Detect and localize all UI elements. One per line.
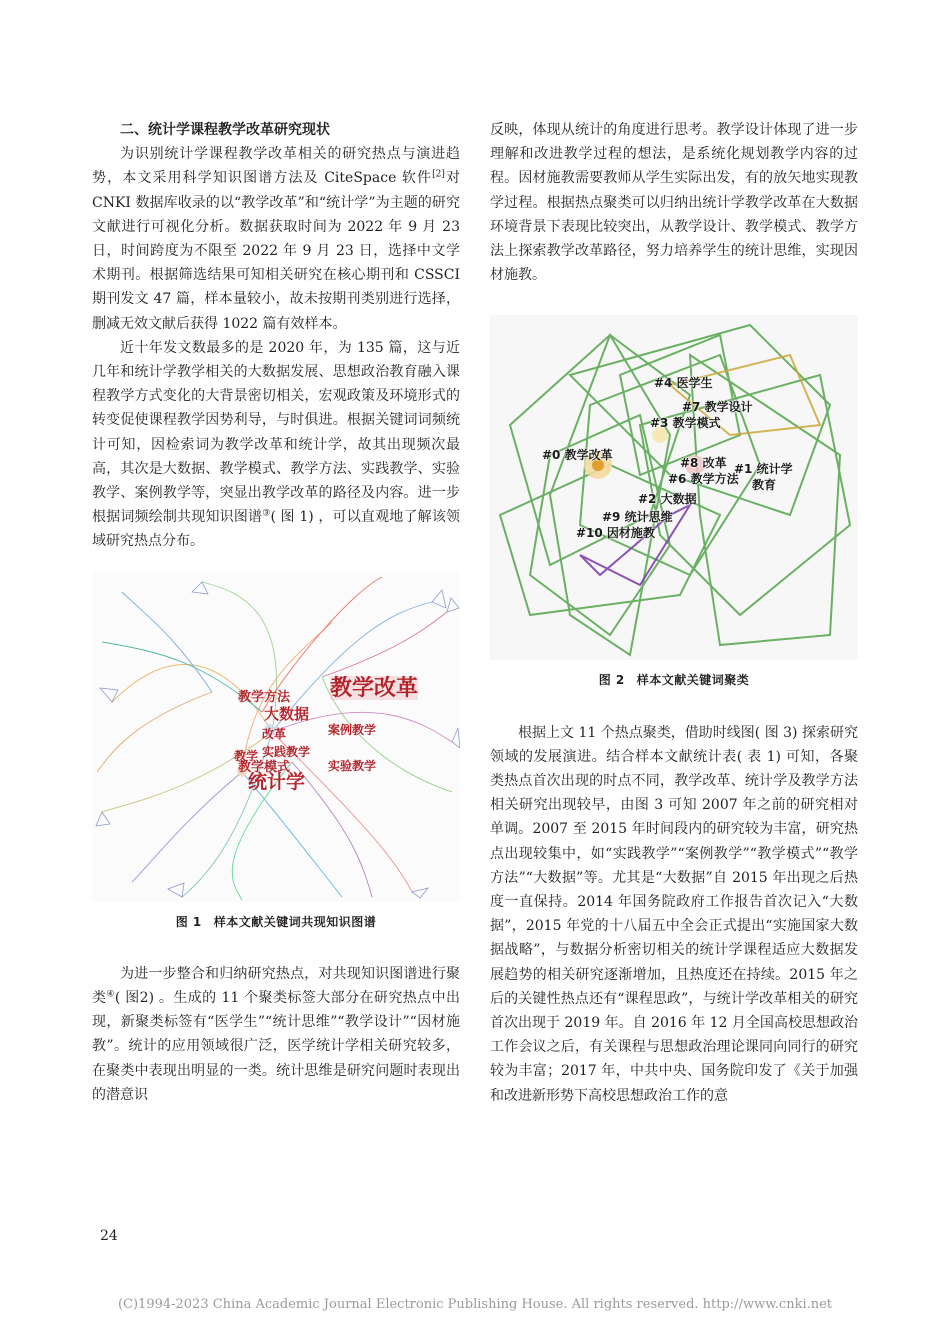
cluster-label: #1 统计学	[734, 462, 793, 477]
cluster-label: #3 教学模式	[650, 416, 721, 431]
copyright-footer: (C)1994-2023 China Academic Journal Electronic Publishing House. All rights reserved. http://www.cnki.net	[117, 1297, 833, 1312]
citation-ref[interactable]: [2]	[432, 169, 445, 180]
keyword-label: 案例教学	[328, 722, 377, 737]
figure-1-cooccurrence-map	[92, 572, 460, 902]
figure-1-caption: 图 1 样本文献关键词共现知识图谱	[175, 914, 377, 929]
cluster-label: #10 因材施教	[576, 526, 655, 541]
keyword-label: 实践教学	[262, 744, 311, 759]
cluster-label: #0 教学改革	[542, 448, 613, 463]
right-column	[490, 118, 858, 1108]
left-column	[92, 118, 460, 1107]
paragraph: 反映，体现从统计的角度进行思考。教学设计体现了进一步理解和改进教学过程的想法，是系统化规划教学内容的过程。因材施教需要教师从学生实际出发，有的放矢地实现教学过程。根据热点聚类可以归纳出统计学教学改革在大数据环境背景下表现比较突出，从教学设计、教学模式、教学方法上探索教学改革路径，努力培养学生的统计思维，实现因材施教。	[490, 122, 858, 284]
cluster-label: #8 改革	[680, 456, 727, 471]
keyword-label: 教学模式	[238, 759, 291, 775]
paragraph: 为识别统计学课程教学改革相关的研究热点与演进趋势，本文采用科学知识图谱方法及 CiteSpace 软件[2]对 CNKI 数据库收录的以“教学改革”和“统计学”为主题的研究文献进行可视化分析。数据获取时间为 2022 年 9 月 23 日，时间跨度为不限至 2022 年 9 月 23 日，选择中文学术期刊。根据筛选结果可知相关研究在核心期刊和 CSSCI 期刊发文 47 篇，样本量较小，故未按期刊类别进行选择，删减无效文献后获得 1022 篇有效样本。	[92, 146, 461, 332]
footnote-ref[interactable]: ④	[106, 989, 115, 1000]
footnote-ref[interactable]: ③	[262, 508, 271, 519]
cluster-label: #4 医学生	[654, 376, 713, 391]
cluster-label: #9 统计思维	[602, 510, 673, 525]
keyword-label: 教学方法	[238, 689, 291, 705]
figure-2-keyword-clusters	[490, 315, 858, 660]
keyword-label: 教学	[234, 748, 259, 763]
paragraph: 近十年发文数最多的是 2020 年，为 135 篇，这与近几年和统计学教学相关的大数据发展、思想政治教育融入课程教学方式变化的大背景密切相关，宏观政策及环境形式的转变促使课程教学因势利导，与时俱进。根据关键词词频统计可知，因检索词为教学改革和统计学，故其出现频次最高，其次是大数据、教学模式、教学方法、实践教学、实验教学、案例教学等，突显出教学改革的路径及内容。进一步根据词频绘制共现知识图谱③( 图 1) ，可以直观地了解该领域研究热点分布。	[92, 339, 461, 550]
figure-2-caption: 图 2 样本文献关键词聚类	[598, 673, 750, 688]
keyword-label: 实验教学	[328, 758, 377, 773]
cluster-label: #2 大数据	[638, 492, 697, 507]
section-heading: 二、统计学课程教学改革研究现状	[120, 122, 330, 138]
keyword-label: 大数据	[264, 704, 310, 723]
keyword-label: 统计学	[248, 770, 306, 793]
keyword-label: 改革	[262, 726, 287, 741]
cluster-label: #7 教学设计	[682, 400, 753, 415]
paragraph: 根据上文 11 个热点聚类，借助时线图( 图 3) 探索研究领域的发展演进。结合样本文献统计表( 表 1) 可知，各聚类热点首次出现的时点不同，教学改革、统计学及教学方法相关研究出现较早，由图 3 可知 2007 年之前的研究相对单调。2007 至 2015 年时间段内的研究较为丰富，研究热点出现较集中，如“实践教学”“案例教学”“教学模式”“教学方法”“大数据”等。尤其是“大数据”自 2015 年出现之后热度一直保持。2014 年国务院政府工作报告首次记入“大数据”，2015 年党的十八届五中全会正式提出“实施国家大数据战略”，与数据分析密切相关的统计学课程适应大数据发展趋势的相关研究逐渐增加，且热度还在持续。2015 年之后的关键性热点还有“课程思政”，与统计学改革相关的研究首次出现于 2019 年。自 2016 年 12 月全国高校思想政治工作会议之后，有关课程与思想政治理论课同向同行的研究较为丰富；2017 年，中共中央、国务院印发了《关于加强和改进新形势下高校思想政治工作的意	[490, 724, 858, 1104]
keyword-label: 教学改革	[330, 674, 419, 701]
paragraph: 为进一步整合和归纳研究热点，对共现知识图谱进行聚类④( 图2) 。生成的 11 个聚类标签大部分在研究热点中出现，新聚类标签有“医学生”“统计思维”“教学设计”“因材施教”。统计的应用领域很广泛，医学统计学相关研究较多，在聚类中表现出明显的一类。统计思维是研究问题时表现出的潜意识	[92, 965, 460, 1103]
cluster-label: 教育	[752, 478, 777, 493]
page-number: 24	[100, 1228, 118, 1244]
cluster-label: #6 教学方法	[668, 472, 739, 487]
